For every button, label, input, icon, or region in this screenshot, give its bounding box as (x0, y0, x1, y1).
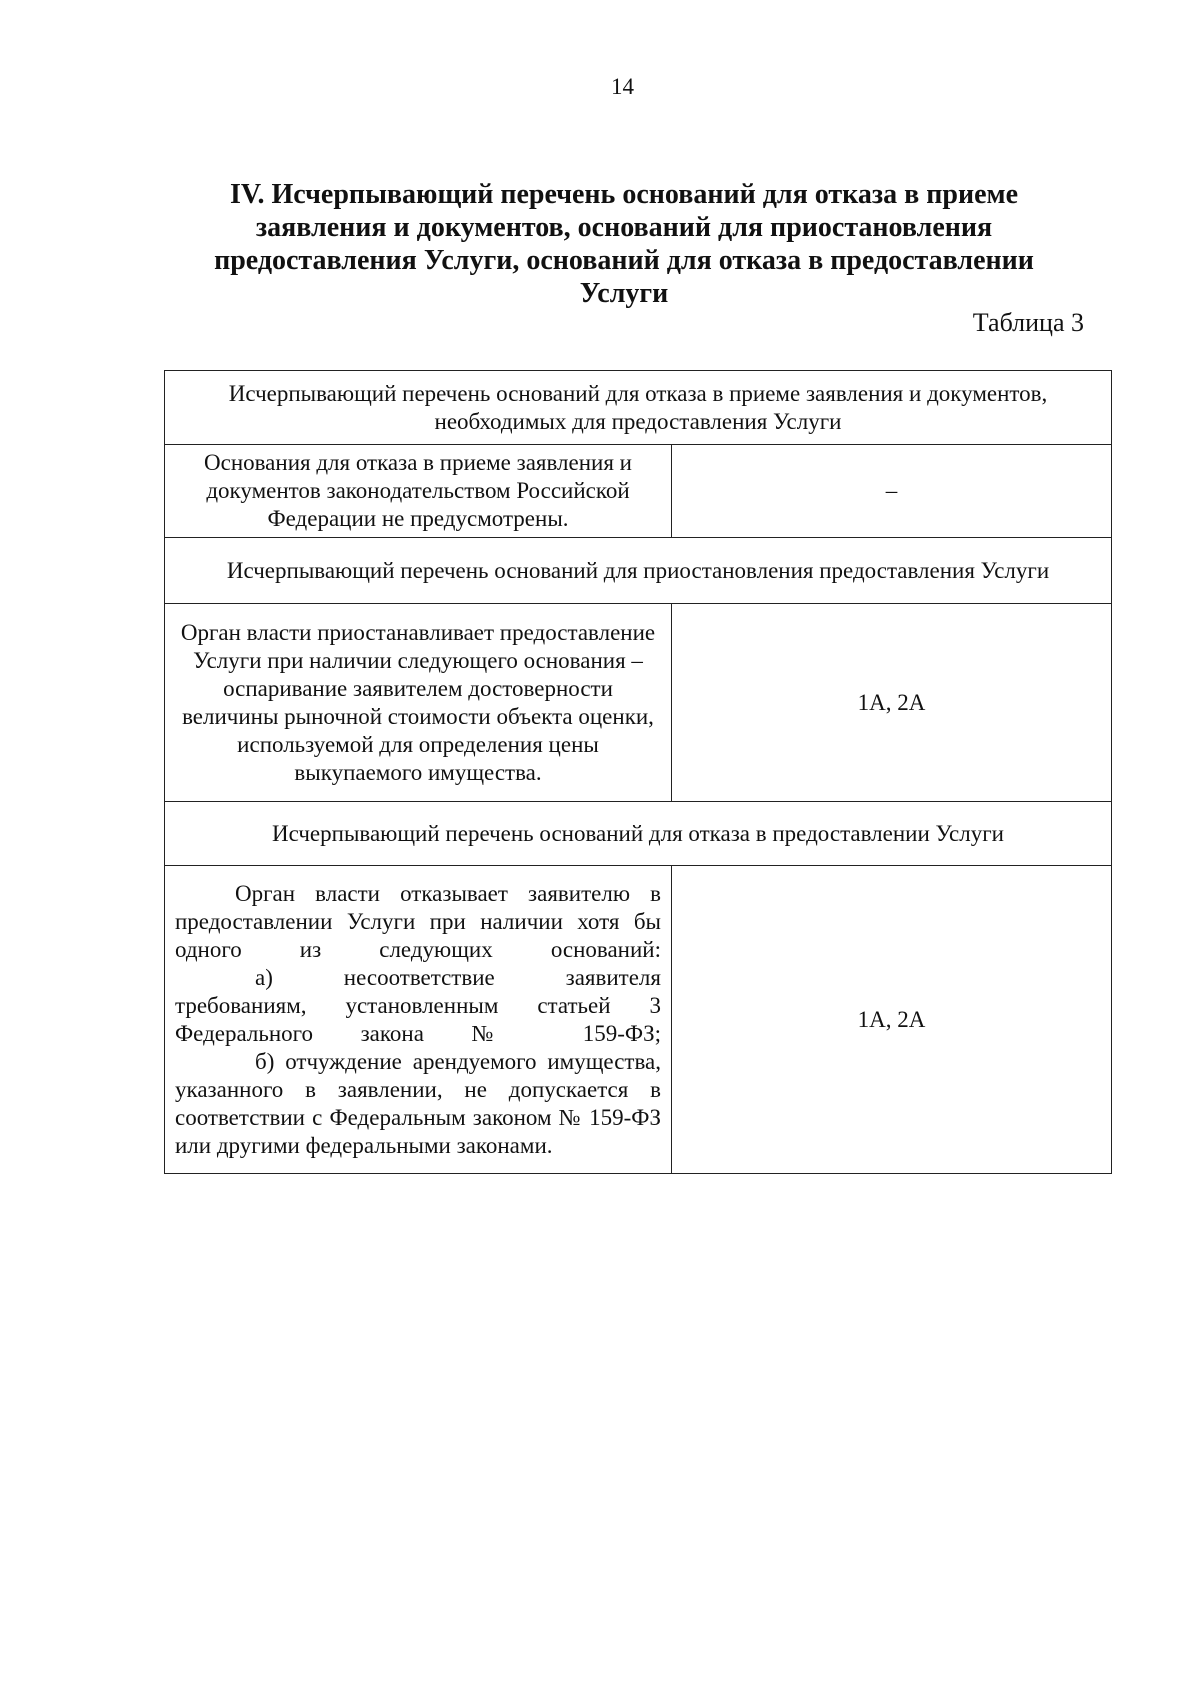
refusal-service-header: Исчерпывающий перечень оснований для отказа в предоставлении Услуги (165, 802, 1112, 866)
refusal-service-value: 1А, 2А (672, 866, 1112, 1174)
refusal-service-intro: Орган власти отказывает заявителю в предоставлении Услуги при наличии хотя бы одного из следующих оснований: (175, 880, 661, 962)
suspension-grounds: Орган власти приостанавливает предоставление Услуги при наличии следующего основания – оспаривание заявителем достоверности величины рыночной стоимости объекта оценки, используемой для определения цены выкупаемого имущества. (165, 604, 672, 802)
refusal-acceptance-value: – (672, 445, 1112, 538)
refusal-service-grounds (165, 866, 672, 1174)
table-row (165, 604, 1112, 802)
table-row (165, 445, 1112, 538)
refusal-service-item-a: а) несоответствие заявителя требованиям, установленным статьей 3 Федерального закона № 159-ФЗ; (175, 964, 661, 1046)
suspension-header: Исчерпывающий перечень оснований для приостановления предоставления Услуги (165, 538, 1112, 604)
refusal-service-item-b: б) отчуждение арендуемого имущества, указанного в заявлении, не допускается в соответствии с Федеральным законом № 159-ФЗ или другими федеральными законами. (175, 1048, 661, 1158)
table-row (165, 538, 1112, 604)
suspension-value: 1А, 2А (672, 604, 1112, 802)
table-caption: Таблица 3 (972, 308, 1084, 337)
section-title: IV. Исчерпывающий перечень оснований для отказа в приеме заявления и документов, оснований для приостановления предоставления Услуги, оснований для отказа в предоставлении Услуги (214, 179, 1034, 309)
refusal-acceptance-grounds: Основания для отказа в приеме заявления и документов законодательством Российской Федерации не предусмотрены. (165, 445, 672, 538)
refusal-acceptance-header: Исчерпывающий перечень оснований для отказа в приеме заявления и документов, необходимых для предоставления Услуги (165, 371, 1112, 445)
table-row (165, 802, 1112, 866)
grounds-table (164, 370, 1112, 1174)
page-number: 14 (611, 74, 634, 99)
table-row (165, 371, 1112, 445)
table-row (165, 866, 1112, 1174)
